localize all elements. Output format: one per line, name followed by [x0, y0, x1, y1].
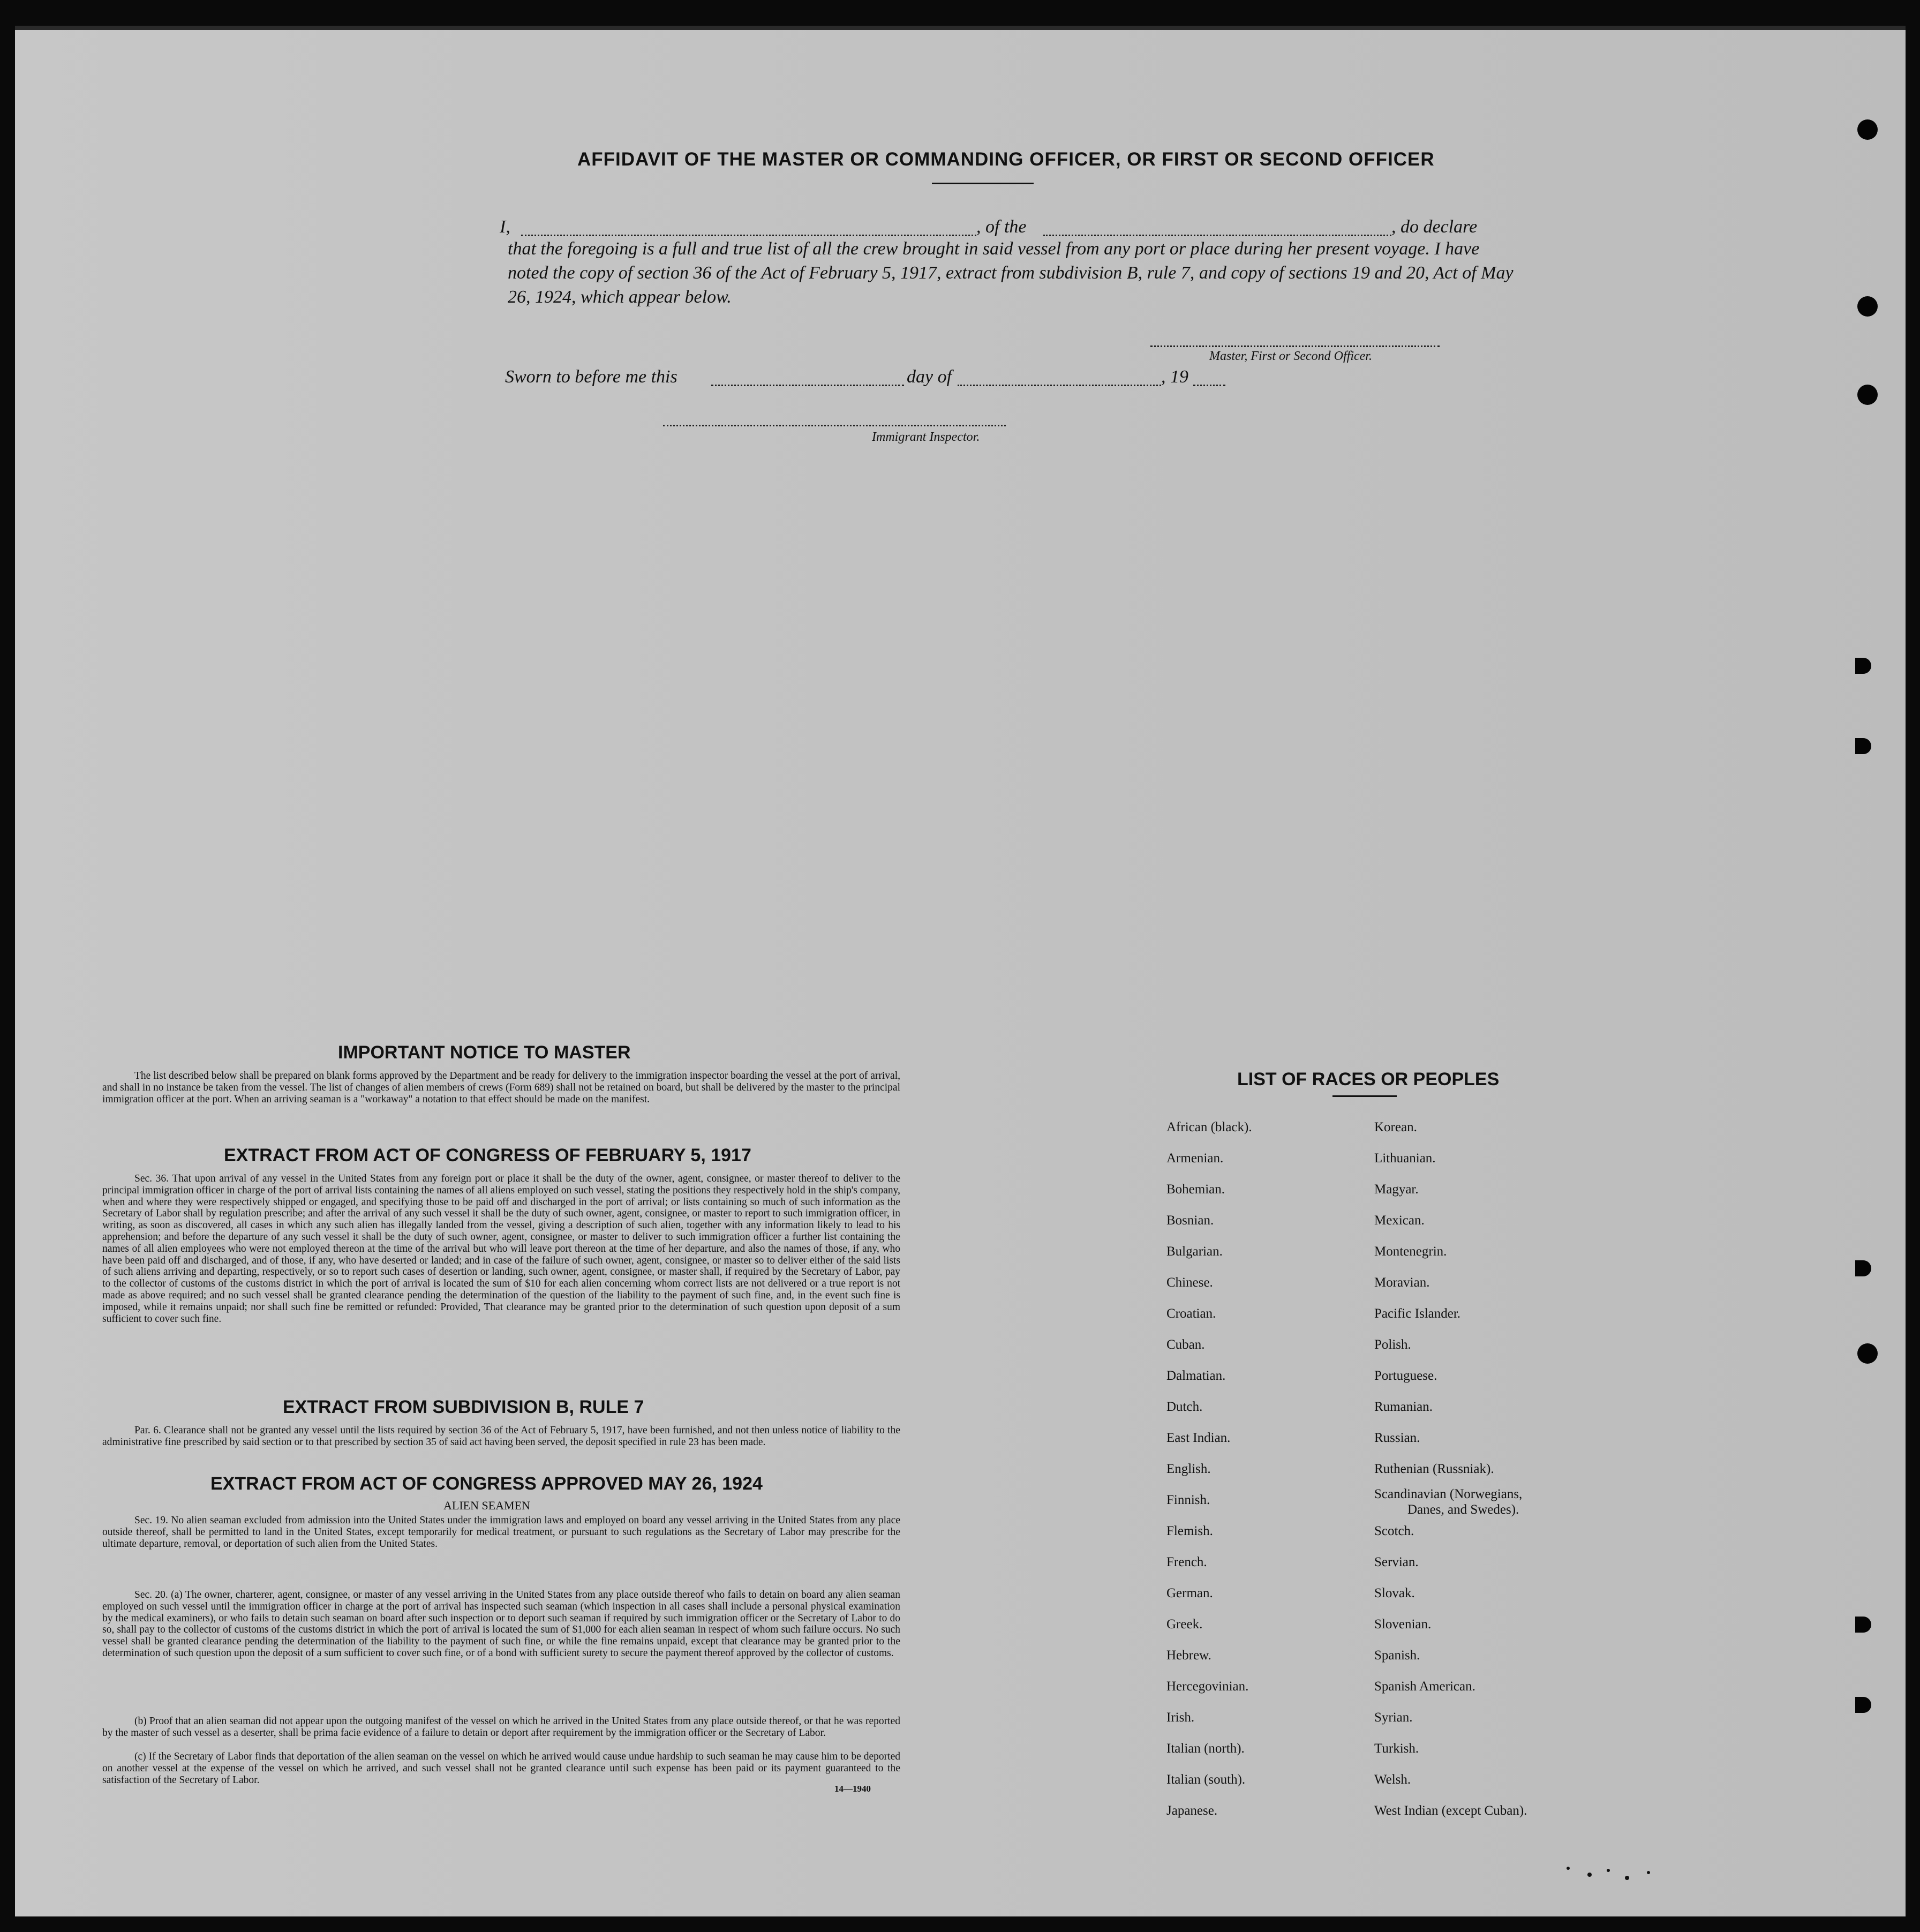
race-item: Syrian. [1374, 1710, 1413, 1725]
inspector-caption: Immigrant Inspector. [872, 430, 980, 444]
day-of-label: day of [907, 367, 952, 387]
race-item: Russian. [1374, 1431, 1420, 1445]
race-item: Armenian. [1166, 1151, 1224, 1166]
race-item: Bulgarian. [1166, 1244, 1223, 1259]
race-item: Finnish. [1166, 1493, 1210, 1507]
rule7-text: Par. 6. Clearance shall not be granted any vessel until the lists required by section 36 of the Act of February 5, 1917, have been furnished, and not then unless notice of liability to the administrative fine prescribed by said section or to that prescribed by section 35 of said act having been served, the deposit specified in rule 23 has been made. [102, 1425, 900, 1448]
race-item: Magyar. [1374, 1182, 1419, 1197]
race-item: Ruthenian (Russniak). [1374, 1462, 1494, 1476]
race-item: Scotch. [1374, 1524, 1414, 1538]
race-item: Chinese. [1166, 1275, 1213, 1290]
punch-hole-4 [1855, 658, 1871, 674]
races-underline [1332, 1095, 1397, 1097]
race-item: German. [1166, 1586, 1213, 1600]
race-item: Welsh. [1374, 1772, 1411, 1787]
race-item: Bohemian. [1166, 1182, 1225, 1197]
race-item: Flemish. [1166, 1524, 1213, 1538]
master-signature-caption: Master, First or Second Officer. [1209, 349, 1372, 363]
punch-hole-1 [1857, 119, 1878, 140]
race-item: English. [1166, 1462, 1211, 1476]
affidavit-line-i: I, [500, 217, 510, 237]
race-item: Lithuanian. [1374, 1151, 1436, 1166]
sworn-label: Sworn to before me this [505, 367, 677, 387]
race-item: Slovak. [1374, 1586, 1415, 1600]
race-item: Japanese. [1166, 1803, 1218, 1818]
rule7-title: EXTRACT FROM SUBDIVISION B, RULE 7 [283, 1397, 644, 1417]
race-item: Pacific Islander. [1374, 1306, 1461, 1321]
race-item: Dutch. [1166, 1400, 1203, 1414]
sworn-year-blank[interactable] [1193, 385, 1225, 386]
sworn-day-blank[interactable] [711, 385, 904, 386]
extract-1917-text: Sec. 36. That upon arrival of any vessel in the United States from any foreign port or place it shall be the duty of the owner, agent, consignee, or master thereof to deliver to the principal immigration officer in charge of the port of arrival lists containing the names of all aliens employed on such vessel, stating the positions they respectively hold in the ship's company, when and where they were respectively shipped or engaged, and specifying those to be paid off and discharged in the port of arrival; or lists containing so much of such information as the Secretary of Labor shall by regulation prescribe; and after the arrival of any such vessel it shall be the duty of such owner, agent, consignee, or master to report to such immigration officer, in writing, as soon as discovered, all cases in which any such alien has illegally landed from the vessel, giving a description of such alien, together with any information likely to lead to his apprehension; and before the departure of any such vessel it shall be the duty of such owner, agent, consignee, or master to deliver to such immigration officer a further list containing the names of all alien employees who were not employed thereon at the time of the arrival but who will leave port thereon at the time of her departure, and also the names of those, if any, who have been paid off and discharged, and of those, if any, who have deserted or landed; and in case of the failure of such owner, agent, consignee, or master so to deliver either of the said lists of such aliens arriving and departing, respectively, or so to report such cases of desertion or landing, such owner, agent, consignee, or master shall, if required by the Secretary of Labor, pay to the collector of customs of the customs district in which the port of arrival is located the sum of $10 for each alien concerning whom correct lists are not delivered or a true report is not made as above required; and no such vessel shall be granted clearance pending the determination of the question of the liability to the payment of such fine, and, in the event such fine is imposed, while it remains unpaid; nor shall such fine be remitted or refunded: Provided, That clearance may be granted prior to the determination of such question upon deposit of a sum sufficient to cover such fine. [102, 1173, 900, 1325]
race-item: Italian (north). [1166, 1741, 1245, 1756]
race-item: Croatian. [1166, 1306, 1216, 1321]
race-item: Rumanian. [1374, 1400, 1433, 1414]
race-item: Spanish American. [1374, 1679, 1475, 1694]
race-item: Greek. [1166, 1617, 1203, 1632]
title-underline [932, 183, 1034, 184]
race-item: West Indian (except Cuban). [1374, 1803, 1527, 1818]
race-item: Polish. [1374, 1337, 1411, 1352]
race-item: Cuban. [1166, 1337, 1205, 1352]
races-title: LIST OF RACES OR PEOPLES [1237, 1069, 1500, 1089]
punch-hole-7 [1857, 1343, 1878, 1364]
master-signature-line[interactable] [1150, 345, 1440, 347]
scan-edge [15, 26, 1906, 30]
punch-hole-5 [1855, 738, 1871, 754]
race-item: Italian (south). [1166, 1772, 1246, 1787]
race-item: Korean. [1374, 1120, 1417, 1134]
ink-specks [1557, 1863, 1665, 1884]
race-item: Mexican. [1374, 1213, 1425, 1228]
punch-hole-3 [1857, 385, 1878, 405]
race-item: Hercegovinian. [1166, 1679, 1249, 1694]
sec20b-text: (b) Proof that an alien seaman did not appear upon the outgoing manifest of the vessel on which he arrived in the United States from any place outside thereof, or that he was reported by the master of such vessel as a deserter, shall be prima facie evidence of a failure to detain or deport after requirement by the immigration officer or the Secretary of Labor. [102, 1716, 900, 1739]
race-item: African (black). [1166, 1120, 1252, 1134]
race-item: Spanish. [1374, 1648, 1420, 1663]
extract-1917-title: EXTRACT FROM ACT OF CONGRESS OF FEBRUARY 5, 1917 [224, 1145, 751, 1166]
alien-seamen-subtitle: ALIEN SEAMEN [443, 1499, 530, 1512]
extract-1924-title: EXTRACT FROM ACT OF CONGRESS APPROVED MAY 26, 1924 [210, 1474, 763, 1494]
punch-hole-8 [1855, 1617, 1871, 1633]
punch-hole-6 [1855, 1260, 1871, 1276]
race-item: Dalmatian. [1166, 1369, 1226, 1383]
punch-hole-2 [1857, 296, 1878, 317]
affidavit-body: that the foregoing is a full and true list of all the crew brought in said vessel from any port or place during her present voyage. I have noted the copy of section 36 of the Act of February 5, 1917, extract from subdivision B, rule 7, and copy of sections 19 and 20, Act of May 26, 1924, which appear below. [508, 239, 1514, 307]
race-item: Irish. [1166, 1710, 1195, 1725]
inspector-signature-line[interactable] [663, 425, 1006, 426]
race-item: Danes, and Swedes). [1407, 1502, 1519, 1517]
race-item: Scandinavian (Norwegians, [1374, 1487, 1523, 1501]
race-item: Moravian. [1374, 1275, 1430, 1290]
affidavit-title: AFFIDAVIT OF THE MASTER OR COMMANDING OFFICER, OR FIRST OR SECOND OFFICER [577, 149, 1435, 170]
notice-title: IMPORTANT NOTICE TO MASTER [338, 1042, 631, 1063]
form-number: 14—1940 [834, 1784, 871, 1794]
race-item: Slovenian. [1374, 1617, 1432, 1632]
sworn-month-blank[interactable] [958, 385, 1161, 386]
race-item: Turkish. [1374, 1741, 1419, 1756]
punch-hole-9 [1855, 1697, 1871, 1713]
affidavit-of-the: , of the [976, 217, 1027, 237]
race-item: Hebrew. [1166, 1648, 1211, 1663]
sec20c-text: (c) If the Secretary of Labor finds that deportation of the alien seaman on the vessel on which he arrived would cause undue hardship to such seaman he may cause him to be deported on another vessel at the expense of the vessel on which he arrived, and such vessel shall not be granted clearance until such expense has been paid or its payment guaranteed to the satisfaction of the Secretary of Labor. [102, 1751, 900, 1786]
affidavit-do-declare: , do declare [1391, 217, 1478, 237]
race-item: Montenegrin. [1374, 1244, 1447, 1259]
name-blank[interactable] [521, 235, 976, 236]
sec19-text: Sec. 19. No alien seaman excluded from admission into the United States under the immigration laws and employed on board any vessel arriving in the United States from any place outside thereof, shall be permitted to land in the United States, except temporarily for medical treatment, or pursuant to such regulations as the Secretary of Labor may prescribe for the ultimate departure, removal, or deportation of such alien from the United States. [102, 1515, 900, 1550]
race-item: Servian. [1374, 1555, 1419, 1569]
race-item: French. [1166, 1555, 1207, 1569]
race-item: East Indian. [1166, 1431, 1231, 1445]
notice-text: The list described below shall be prepared on blank forms approved by the Department and be ready for delivery to the immigration inspector boarding the vessel at the port of arrival, and shall in no instance be taken from the vessel. The list of changes of alien members of crews (Form 689) shall not be retained on board, but shall be delivered by the master to the principal immigration officer at the port. When an arriving seaman is a "workaway" a notation to that effect should be made on the manifest. [102, 1070, 900, 1105]
race-item: Portuguese. [1374, 1369, 1437, 1383]
vessel-blank[interactable] [1043, 235, 1391, 236]
year-prefix: , 19 [1161, 367, 1188, 387]
sec20a-text: Sec. 20. (a) The owner, charterer, agent, consignee, or master of any vessel arriving in the United States from any place outside thereof who fails to detain on board any alien seaman employed on such vessel until the immigration officer in charge at the port of arrival has inspected such seaman (which inspection in all cases shall include a personal physical examination by the medical examiners), or who fails to detain such seaman on board after such inspection or to deport such seaman if required by such immigration officer or the Secretary of Labor to do so, shall pay to the collector of customs of the customs district in which the port of arrival is located the sum of $1,000 for each alien seaman in respect of whom such failure occurs. No such vessel shall be granted clearance pending the determination of the liability to the payment of such fine, or while the fine remains unpaid, except that clearance may be granted prior to the determination of such question upon the deposit of a sum sufficient to cover such fine, or of a bond with sufficient surety to secure the payment thereof approved by the collector of customs. [102, 1589, 900, 1659]
race-item: Bosnian. [1166, 1213, 1214, 1228]
manifest-sheet [15, 26, 1906, 1916]
